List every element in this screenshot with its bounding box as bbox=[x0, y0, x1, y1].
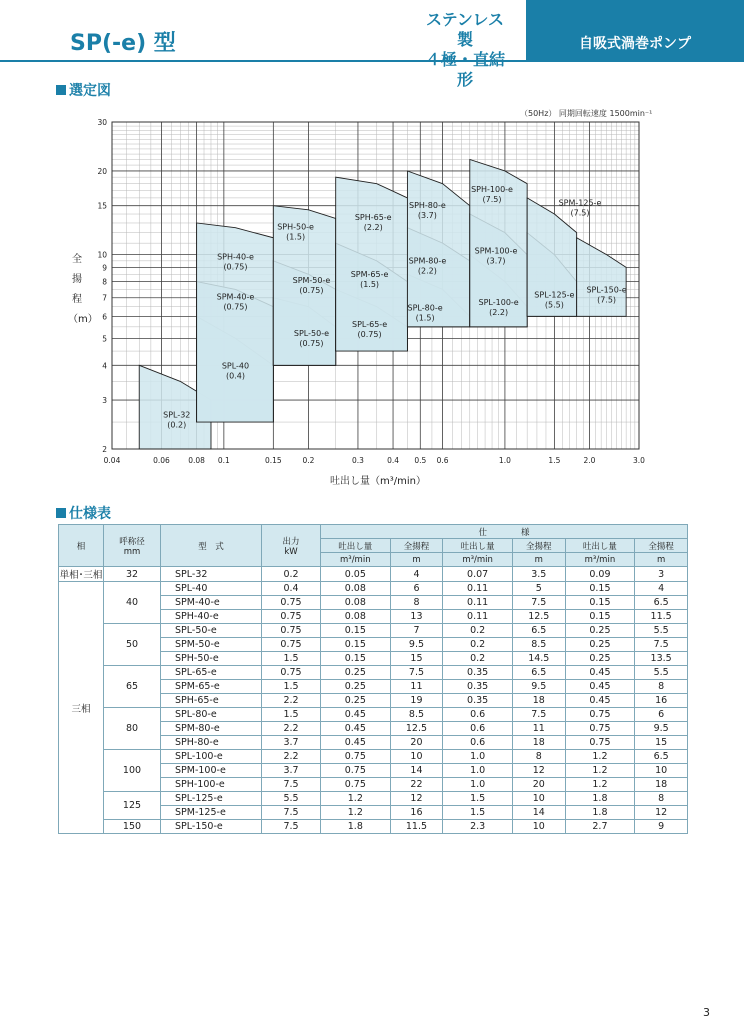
cell-head-2: 14 bbox=[512, 806, 565, 820]
cell-model: SPM-50-e bbox=[161, 638, 262, 652]
cell-head-2: 7.5 bbox=[512, 708, 565, 722]
cell-flow-1: 0.15 bbox=[321, 624, 391, 638]
cell-flow-3: 1.2 bbox=[565, 764, 635, 778]
region-label-sph-50-e: SPH-50-e bbox=[277, 222, 314, 232]
cell-flow-1: 0.45 bbox=[321, 736, 391, 750]
cell-flow-2: 0.6 bbox=[443, 708, 513, 722]
cell-head-1: 9.5 bbox=[390, 638, 443, 652]
x-tick-label: 0.15 bbox=[264, 456, 282, 465]
region-kw-sph-100-e: (7.5) bbox=[482, 195, 502, 205]
cell-flow-2: 1.0 bbox=[443, 778, 513, 792]
cell-flow-2: 1.0 bbox=[443, 750, 513, 764]
region-kw-spm-65-e: (1.5) bbox=[360, 280, 380, 290]
cell-flow-2: 0.6 bbox=[443, 722, 513, 736]
header-bore bbox=[104, 525, 161, 567]
cell-head-2: 8 bbox=[512, 750, 565, 764]
region-label-spm-100-e: SPM-100-e bbox=[474, 246, 518, 256]
cell-flow-1: 0.45 bbox=[321, 722, 391, 736]
region-kw-spl-32: (0.2) bbox=[167, 420, 187, 430]
region-label-spm-125-e: SPM-125-e bbox=[558, 198, 602, 208]
cell-head-1: 16 bbox=[390, 806, 443, 820]
cell-flow-3: 0.15 bbox=[565, 596, 635, 610]
header-bore-unit: mm bbox=[123, 546, 141, 557]
cell-head-1: 11 bbox=[390, 680, 443, 694]
page-number: 3 bbox=[703, 1006, 710, 1019]
cell-head-3: 4 bbox=[635, 582, 688, 596]
cell-output: 2.2 bbox=[262, 750, 321, 764]
region-label-spl-65-e: SPL-65-e bbox=[352, 319, 388, 329]
chart-section-title: 選定図 bbox=[69, 83, 111, 99]
cell-output: 2.2 bbox=[262, 722, 321, 736]
x-tick-label: 0.2 bbox=[302, 456, 315, 465]
cell-flow-1: 0.05 bbox=[321, 567, 391, 582]
cell-model: SPL-50-e bbox=[161, 624, 262, 638]
cell-head-1: 12.5 bbox=[390, 722, 443, 736]
cell-model: SPL-40 bbox=[161, 582, 262, 596]
region-label-sph-80-e: SPH-80-e bbox=[409, 201, 446, 211]
header-flow-unit-3: m³/min bbox=[565, 553, 635, 567]
cell-flow-3: 0.75 bbox=[565, 708, 635, 722]
region-label-spm-40-e: SPM-40-e bbox=[216, 292, 255, 302]
cell-output: 0.75 bbox=[262, 638, 321, 652]
cell-head-3: 15 bbox=[635, 736, 688, 750]
cell-model: SPM-65-e bbox=[161, 680, 262, 694]
region-label-sph-65-e: SPH-65-e bbox=[354, 213, 392, 223]
cell-bore: 100 bbox=[104, 750, 161, 792]
header-output bbox=[262, 525, 321, 567]
cell-head-3: 6.5 bbox=[635, 596, 688, 610]
region-label-spl-100-e: SPL-100-e bbox=[478, 297, 519, 307]
cell-head-3: 9 bbox=[635, 820, 688, 834]
x-tick-label: 0.06 bbox=[153, 456, 170, 465]
cell-flow-1: 0.15 bbox=[321, 638, 391, 652]
cell-model: SPH-80-e bbox=[161, 736, 262, 750]
cell-bore: 65 bbox=[104, 666, 161, 708]
header-model: 型 式 bbox=[161, 525, 262, 567]
cell-head-3: 13.5 bbox=[635, 652, 688, 666]
cell-head-3: 9.5 bbox=[635, 722, 688, 736]
cell-head-2: 3.5 bbox=[512, 567, 565, 582]
region-label-spl-32: SPL-32 bbox=[163, 410, 191, 420]
region-kw-spl-100-e: (2.2) bbox=[489, 307, 509, 317]
cell-output: 7.5 bbox=[262, 820, 321, 834]
region-kw-spl-80-e: (1.5) bbox=[415, 313, 435, 323]
cell-output: 7.5 bbox=[262, 778, 321, 792]
header-flow-unit-1: m³/min bbox=[321, 553, 391, 567]
cell-flow-1: 1.8 bbox=[321, 820, 391, 834]
cell-head-1: 4 bbox=[390, 567, 443, 582]
x-axis-label: 吐出し量（m³/min） bbox=[330, 476, 426, 487]
region-kw-spm-50-e: (0.75) bbox=[299, 286, 324, 296]
table-section-heading bbox=[56, 503, 111, 523]
y-axis-label-2: 揚 bbox=[72, 274, 82, 285]
cell-flow-3: 1.8 bbox=[565, 792, 635, 806]
cell-flow-3: 0.25 bbox=[565, 638, 635, 652]
cell-output: 0.75 bbox=[262, 596, 321, 610]
selection-chart bbox=[0, 0, 744, 480]
y-tick-label: 9 bbox=[102, 263, 107, 273]
cell-flow-1: 1.2 bbox=[321, 806, 391, 820]
cell-head-2: 12 bbox=[512, 764, 565, 778]
table-row bbox=[59, 708, 688, 722]
cell-bore: 32 bbox=[104, 567, 161, 582]
spec-table bbox=[58, 524, 688, 834]
x-tick-label: 2.0 bbox=[583, 456, 596, 465]
cell-model: SPM-80-e bbox=[161, 722, 262, 736]
cell-head-1: 7.5 bbox=[390, 666, 443, 680]
region-label-spl-150-e: SPL-150-e bbox=[586, 285, 627, 295]
region-label-spm-80-e: SPM-80-e bbox=[408, 256, 447, 266]
region-kw-spl-125-e: (5.5) bbox=[544, 300, 564, 310]
cell-flow-2: 0.2 bbox=[443, 638, 513, 652]
cell-flow-1: 0.45 bbox=[321, 708, 391, 722]
x-tick-label: 0.4 bbox=[387, 456, 400, 465]
cell-flow-3: 1.2 bbox=[565, 778, 635, 792]
y-tick-label: 15 bbox=[97, 201, 107, 211]
region-label-spl-50-e: SPL-50-e bbox=[293, 328, 330, 338]
y-tick-label: 4 bbox=[102, 361, 107, 371]
cell-output: 0.75 bbox=[262, 624, 321, 638]
cell-head-3: 11.5 bbox=[635, 610, 688, 624]
cell-output: 1.5 bbox=[262, 652, 321, 666]
page-title: SP(-e) 型 bbox=[70, 31, 176, 56]
x-tick-label: 1.0 bbox=[498, 456, 511, 465]
cell-head-1: 11.5 bbox=[390, 820, 443, 834]
x-tick-label: 0.1 bbox=[217, 456, 230, 465]
cell-output: 1.5 bbox=[262, 708, 321, 722]
y-tick-label: 30 bbox=[97, 118, 107, 127]
cell-flow-2: 1.5 bbox=[443, 806, 513, 820]
header-phase: 相 bbox=[59, 525, 104, 567]
region-kw-sph-65-e: (2.2) bbox=[363, 223, 383, 233]
x-tick-label: 1.5 bbox=[548, 456, 561, 465]
region-kw-spl-65-e: (0.75) bbox=[357, 329, 382, 339]
header-spec: 仕 様 bbox=[321, 525, 688, 539]
cell-head-2: 18 bbox=[512, 694, 565, 708]
cell-head-2: 6.5 bbox=[512, 666, 565, 680]
cell-flow-1: 0.25 bbox=[321, 666, 391, 680]
cell-output: 0.75 bbox=[262, 610, 321, 624]
cell-head-2: 9.5 bbox=[512, 680, 565, 694]
cell-flow-2: 0.11 bbox=[443, 610, 513, 624]
cell-head-3: 8 bbox=[635, 792, 688, 806]
table-row bbox=[59, 750, 688, 764]
cell-head-1: 6 bbox=[390, 582, 443, 596]
header-head-2: 全揚程 bbox=[512, 539, 565, 553]
cell-head-2: 10 bbox=[512, 820, 565, 834]
region-kw-spl-50-e: (0.75) bbox=[299, 338, 324, 348]
region-label-sph-100-e: SPH-100-e bbox=[471, 185, 513, 195]
cell-head-1: 15 bbox=[390, 652, 443, 666]
cell-head-3: 7.5 bbox=[635, 638, 688, 652]
cell-flow-3: 0.75 bbox=[565, 722, 635, 736]
region-label-spm-50-e: SPM-50-e bbox=[292, 276, 331, 286]
cell-head-1: 8.5 bbox=[390, 708, 443, 722]
header-flow-unit-2: m³/min bbox=[443, 553, 513, 567]
cell-flow-3: 0.75 bbox=[565, 736, 635, 750]
cell-flow-3: 2.7 bbox=[565, 820, 635, 834]
cell-model: SPL-125-e bbox=[161, 792, 262, 806]
cell-flow-1: 0.25 bbox=[321, 680, 391, 694]
header-bore-label: 呼称径 bbox=[119, 536, 145, 547]
region-label-spl-80-e: SPL-80-e bbox=[407, 303, 443, 313]
cell-output: 2.2 bbox=[262, 694, 321, 708]
section-square-icon bbox=[56, 508, 66, 518]
region-label-spl-125-e: SPL-125-e bbox=[534, 290, 575, 300]
cell-head-2: 12.5 bbox=[512, 610, 565, 624]
cell-bore: 125 bbox=[104, 792, 161, 820]
region-kw-sph-40-e: (0.75) bbox=[223, 262, 248, 272]
x-tick-label: 0.6 bbox=[436, 456, 449, 465]
cell-phase: 単相･三相 bbox=[59, 567, 104, 582]
region-kw-spl-150-e: (7.5) bbox=[597, 295, 617, 305]
cell-flow-3: 0.15 bbox=[565, 582, 635, 596]
cell-flow-1: 0.15 bbox=[321, 652, 391, 666]
table-section-title: 仕様表 bbox=[69, 506, 111, 522]
table-row bbox=[59, 624, 688, 638]
cell-flow-1: 0.08 bbox=[321, 610, 391, 624]
cell-model: SPH-40-e bbox=[161, 610, 262, 624]
region-kw-spm-40-e: (0.75) bbox=[223, 302, 248, 312]
cell-bore: 40 bbox=[104, 582, 161, 624]
cell-flow-2: 0.35 bbox=[443, 680, 513, 694]
cell-head-3: 6 bbox=[635, 708, 688, 722]
cell-model: SPL-32 bbox=[161, 567, 262, 582]
y-tick-label: 8 bbox=[102, 277, 107, 287]
cell-flow-2: 0.35 bbox=[443, 694, 513, 708]
subtitle-line-2: 形 bbox=[456, 70, 473, 89]
cell-flow-3: 0.25 bbox=[565, 624, 635, 638]
cell-flow-2: 0.11 bbox=[443, 582, 513, 596]
y-tick-label: 6 bbox=[102, 312, 107, 322]
cell-head-1: 12 bbox=[390, 792, 443, 806]
region-label-spm-65-e: SPM-65-e bbox=[350, 270, 389, 280]
cell-head-1: 22 bbox=[390, 778, 443, 792]
cell-head-1: 19 bbox=[390, 694, 443, 708]
header-output-unit: kW bbox=[284, 546, 298, 557]
cell-flow-1: 0.75 bbox=[321, 764, 391, 778]
cell-head-1: 8 bbox=[390, 596, 443, 610]
region-kw-sph-50-e: (1.5) bbox=[286, 232, 306, 242]
cell-head-1: 20 bbox=[390, 736, 443, 750]
x-tick-label: 0.5 bbox=[414, 456, 427, 465]
x-tick-label: 3.0 bbox=[633, 456, 645, 465]
cell-model: SPL-150-e bbox=[161, 820, 262, 834]
y-tick-label: 5 bbox=[102, 334, 107, 344]
table-row bbox=[59, 666, 688, 680]
y-tick-label: 2 bbox=[102, 445, 107, 454]
cell-head-3: 6.5 bbox=[635, 750, 688, 764]
table-row bbox=[59, 820, 688, 834]
cell-bore: 150 bbox=[104, 820, 161, 834]
cell-flow-2: 0.6 bbox=[443, 736, 513, 750]
cell-flow-1: 0.75 bbox=[321, 778, 391, 792]
cell-head-2: 11 bbox=[512, 722, 565, 736]
cell-flow-3: 1.8 bbox=[565, 806, 635, 820]
table-row bbox=[59, 582, 688, 596]
header-head-unit-1: m bbox=[390, 553, 443, 567]
cell-model: SPM-40-e bbox=[161, 596, 262, 610]
cell-output: 3.7 bbox=[262, 764, 321, 778]
cell-model: SPM-100-e bbox=[161, 764, 262, 778]
cell-head-3: 10 bbox=[635, 764, 688, 778]
header-head-unit-3: m bbox=[635, 553, 688, 567]
y-axis-label-4: （m） bbox=[68, 314, 98, 325]
cell-model: SPL-80-e bbox=[161, 708, 262, 722]
cell-model: SPL-100-e bbox=[161, 750, 262, 764]
cell-head-2: 14.5 bbox=[512, 652, 565, 666]
cell-bore: 80 bbox=[104, 708, 161, 750]
cell-flow-3: 0.45 bbox=[565, 666, 635, 680]
region-kw-spm-125-e: (7.5) bbox=[570, 208, 590, 218]
header-flow-2: 吐出し量 bbox=[443, 539, 513, 553]
cell-head-1: 14 bbox=[390, 764, 443, 778]
cell-flow-2: 1.0 bbox=[443, 764, 513, 778]
region-label-spl-40: SPL-40 bbox=[221, 361, 250, 371]
cell-flow-1: 1.2 bbox=[321, 792, 391, 806]
cell-flow-3: 0.09 bbox=[565, 567, 635, 582]
x-tick-label: 0.04 bbox=[103, 456, 121, 465]
cell-output: 7.5 bbox=[262, 806, 321, 820]
region-kw-spm-100-e: (3.7) bbox=[486, 256, 506, 266]
cell-output: 1.5 bbox=[262, 680, 321, 694]
cell-model: SPL-65-e bbox=[161, 666, 262, 680]
cell-output: 5.5 bbox=[262, 792, 321, 806]
cell-head-3: 18 bbox=[635, 778, 688, 792]
cell-flow-2: 0.2 bbox=[443, 624, 513, 638]
x-tick-label: 0.08 bbox=[188, 456, 205, 465]
subtitle-line-1: ステンレス製 bbox=[425, 10, 504, 49]
cell-head-3: 5.5 bbox=[635, 666, 688, 680]
cell-head-1: 13 bbox=[390, 610, 443, 624]
cell-head-2: 20 bbox=[512, 778, 565, 792]
y-tick-label: 20 bbox=[97, 166, 107, 176]
cell-flow-1: 0.75 bbox=[321, 750, 391, 764]
cell-flow-1: 0.08 bbox=[321, 596, 391, 610]
cell-model: SPH-65-e bbox=[161, 694, 262, 708]
y-axis-label-3: 程 bbox=[72, 294, 82, 305]
y-axis-label-1: 全 bbox=[72, 254, 82, 265]
spec-table-body bbox=[59, 567, 688, 834]
cell-output: 0.2 bbox=[262, 567, 321, 582]
region-kw-sph-80-e: (3.7) bbox=[417, 211, 437, 221]
cell-flow-2: 0.11 bbox=[443, 596, 513, 610]
cell-flow-3: 1.2 bbox=[565, 750, 635, 764]
region-kw-spm-80-e: (2.2) bbox=[417, 266, 437, 276]
y-tick-label: 7 bbox=[102, 293, 107, 303]
cell-head-3: 5.5 bbox=[635, 624, 688, 638]
cell-head-2: 6.5 bbox=[512, 624, 565, 638]
region-label-sph-40-e: SPH-40-e bbox=[217, 252, 254, 262]
region-kw-spl-40: (0.4) bbox=[225, 371, 245, 381]
cell-head-2: 8.5 bbox=[512, 638, 565, 652]
cell-output: 0.75 bbox=[262, 666, 321, 680]
cell-head-3: 12 bbox=[635, 806, 688, 820]
cell-model: SPM-125-e bbox=[161, 806, 262, 820]
cell-phase: 三相 bbox=[59, 582, 104, 834]
cell-output: 0.4 bbox=[262, 582, 321, 596]
cell-flow-2: 2.3 bbox=[443, 820, 513, 834]
cell-flow-1: 0.08 bbox=[321, 582, 391, 596]
cell-model: SPH-100-e bbox=[161, 778, 262, 792]
cell-flow-2: 1.5 bbox=[443, 792, 513, 806]
cell-flow-3: 0.45 bbox=[565, 694, 635, 708]
cell-head-2: 10 bbox=[512, 792, 565, 806]
cell-model: SPH-50-e bbox=[161, 652, 262, 666]
header-head-1: 全揚程 bbox=[390, 539, 443, 553]
header-flow-3: 吐出し量 bbox=[565, 539, 635, 553]
cell-flow-2: 0.2 bbox=[443, 652, 513, 666]
header-head-unit-2: m bbox=[512, 553, 565, 567]
table-row bbox=[59, 792, 688, 806]
cell-flow-3: 0.45 bbox=[565, 680, 635, 694]
cell-head-1: 10 bbox=[390, 750, 443, 764]
cell-flow-3: 0.25 bbox=[565, 652, 635, 666]
cell-flow-2: 0.35 bbox=[443, 666, 513, 680]
cell-head-3: 3 bbox=[635, 567, 688, 582]
cell-flow-1: 0.25 bbox=[321, 694, 391, 708]
chart-note: （50Hz） 同期回転速度 1500min⁻¹ bbox=[520, 109, 653, 118]
y-tick-label: 3 bbox=[102, 396, 107, 406]
header-head-3: 全揚程 bbox=[635, 539, 688, 553]
header-flow-1: 吐出し量 bbox=[321, 539, 391, 553]
cell-head-1: 7 bbox=[390, 624, 443, 638]
category-label: 自吸式渦巻ポンプ bbox=[579, 36, 691, 52]
y-tick-label: 10 bbox=[97, 250, 107, 260]
cell-output: 3.7 bbox=[262, 736, 321, 750]
cell-head-3: 16 bbox=[635, 694, 688, 708]
cell-head-2: 7.5 bbox=[512, 596, 565, 610]
cell-bore: 50 bbox=[104, 624, 161, 666]
table-row bbox=[59, 567, 688, 582]
cell-head-2: 5 bbox=[512, 582, 565, 596]
x-tick-label: 0.3 bbox=[351, 456, 364, 465]
cell-head-2: 18 bbox=[512, 736, 565, 750]
header-output-label: 出力 bbox=[282, 536, 300, 547]
cell-head-3: 8 bbox=[635, 680, 688, 694]
cell-flow-3: 0.15 bbox=[565, 610, 635, 624]
cell-flow-2: 0.07 bbox=[443, 567, 513, 582]
